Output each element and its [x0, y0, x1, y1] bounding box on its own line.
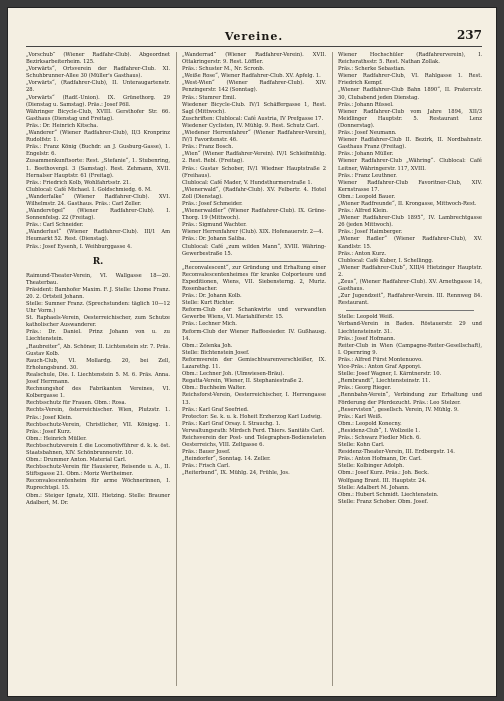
directory-entry: „Wandervögel“ (Wiener Radfahrer-Club). I. Sonnenfelsg. 22 (Freitag).: [26, 208, 170, 222]
directory-entry: St. Raphaels-Verein, Oesterreichischer, zum Schutze katholischer Auswanderer.: [26, 315, 170, 329]
directory-entry: „Wiener Radfreunde“, II. Krongasse, Mittwoch-Rest.: [338, 200, 477, 207]
directory-entry: „Wanderlust“ (Wiener Radfahrer-Club). III/1 Am Heumarkt 52. Rest. (Dienstag).: [26, 229, 170, 243]
directory-entry: Präs.: Friedrich Kolb, Wohlfahrtsstr. 21.: [26, 179, 131, 186]
directory-entry: Präs.: Franz Leuthner.: [338, 172, 397, 179]
column-right-top: [338, 52, 482, 307]
directory-entry: Präs.: Josef Eysenh, I. Weihburggasse 4.: [26, 243, 132, 250]
directory-entry: Residenz-Theater-Verein, III. Erdbergstr. 14.: [338, 449, 455, 456]
directory-entry: Obm.: Hubert Schmidt. Liechtenstein.: [338, 491, 439, 498]
page-title: Vereine.: [224, 30, 284, 43]
column-middle-top: [182, 52, 326, 258]
directory-entry: Rechts-Verein, österreichischer. Wien, Plutzstr. 1. Präs.: Josef Klein.: [26, 407, 170, 421]
directory-entry: „Wiener Radfahrer-Club Bahn 1890“, II. Pratercstr. 30, Clubabend jeden Dienstag.: [338, 87, 482, 101]
directory-entry: „Wiener Radler“ (Wiener Radfahrer-Club), XV. Kandlstr. 15.: [338, 236, 482, 250]
directory-entry: „Raubreiter“, Ab. Schöner, II. Lichtenstein str. 7. Präs. Gustav Kolb.: [26, 343, 170, 357]
directory-entry: Obm.: Lechner Joh. (Ulmwiesen-Bräu).: [182, 371, 285, 378]
directory-entry: Stelle: Kurt Richter.: [182, 300, 235, 307]
directory-entry: Stelle: Sumner Franz. (Sprechstunden: täglich 10—12 Uhr Vorm.): [26, 301, 170, 315]
directory-entry: Reconvalescentenheim für arme Wöchnerinnen, I. Ruprechtspl. 15.: [26, 478, 170, 492]
directory-entry: Präsident: Bamhofer Maxim. F. J. Stelle: Lhome Franz. 20. 2. Ortsteil Johann.: [26, 286, 170, 300]
directory-entry: Präs.: Dr. Johann Saliba.: [182, 236, 247, 243]
directory-entry: Obm.: Heinrich Müller.: [26, 435, 87, 442]
directory-entry: Clublocal: Café Mader, V. Hundsthurmerstraße 1.: [182, 179, 313, 186]
directory-entry: Obm.: Leopold Bauer.: [338, 193, 396, 200]
directory-entry: Wiener Radfahrer-Club Favoritner-Club, XIV. Kernstrasse 17.: [338, 179, 482, 193]
directory-entry: Obm.: Josef Kurz. Präs.: Joh. Beck.: [338, 470, 429, 477]
directory-entry: Präs.: Schwarz Fiedler Mich. 6.: [338, 434, 421, 441]
directory-entry: „Wienerwald“, (Radfahr-Club). XV. Felbertr. 4. Hotel Zoll (Dienstag).: [182, 186, 326, 200]
directory-entry: Präs.: Karl Weiß.: [338, 413, 383, 420]
directory-entry: Wiener Radfahrer-Club „Währing“. Clublocal: Café Leitner, Währingerstr. 117, XVIII.: [338, 158, 482, 172]
column-left-bottom: [26, 273, 170, 507]
directory-entry: Präs.: Anton Kurz.: [338, 250, 387, 257]
directory-entry: Clublocal: Café „zum wilden Mann“, XVIII. Währing-Gewerbestraße 15.: [182, 243, 326, 257]
directory-entry: Regatta-Verein, Wiener, II. Stephaniestraße 2.: [182, 378, 304, 385]
directory-entry: Präs.: Johann Rüssel.: [338, 101, 394, 108]
directory-entry: „Rembrandt“, Liechtensteinstr. 11.: [338, 378, 431, 385]
directory-entry: Reform-Club der Schankwirte und verwandten Gewerbe Wiens, VI. Mariahilferstr. 15.: [182, 307, 326, 321]
directory-entry: Rechtsschutz-Verein für Hausierer, Reisende u. A., II. Stiftsgasse 21. Obm.: Moriz Wertheimer.: [26, 464, 170, 478]
directory-entry: Obm.: Steiger Ignatz, XIII. Hietzing. Stelle: Brauner Adalbert, M. Dr.: [26, 492, 170, 506]
directory-entry: Präs.: Dr. Johann Kolb.: [182, 293, 242, 300]
directory-entry: Präs.: Franz Bosch.: [182, 144, 234, 151]
directory-entry: Vice-Präs.: Anton Graf Apponyi.: [338, 364, 422, 371]
directory-entry: Präs.: Scherke Sebastian.: [338, 66, 406, 73]
directory-entry: Stelle: Josef Wagner, I. Kärntnerstr. 10.: [338, 371, 442, 378]
document-page: [8, 8, 496, 696]
directory-entry: Rechtsschutz für Frauen. Obm.: Rosa.: [26, 400, 127, 407]
directory-entry: Präs.: Schuster M., Nr. Scronb.: [182, 66, 265, 73]
directory-entry: Präs.: Alfred Fürst Montenuovo.: [338, 356, 423, 363]
directory-entry: Präs.: Anton Hofmann, Dr. Carl.: [338, 456, 422, 463]
directory-entry: Präs.: Lechner Mich.: [182, 321, 237, 328]
directory-entry: „Vorwärts“ (Radf.-Union). IX. Grünethorg. 29 (Dienstag u. Samstag). Präs.: Josef Pöll.: [26, 94, 170, 108]
directory-entry: Präs.: Josef Neumann.: [338, 130, 397, 137]
directory-entry: „Weiße Rose“, Wiener Radfahrer-Club. XV. Apfelg. 1.: [182, 73, 321, 80]
directory-entry: Wiedener Bicycle-Club. IV/1 Schäffergasse 1, Rest. Sagl (Mittwoch).: [182, 101, 326, 115]
column-left-top: [26, 52, 170, 251]
directory-entry: Reichsverein der Post- und Telegraphen-Bediensteten Oesterreichs, VIII. Zeltgasse 6.: [182, 434, 326, 449]
directory-entry: Verband-Verein in Baden. Röstauerstr. 29 und Liechtensteinstr. 31.: [338, 321, 482, 335]
column-left: [26, 52, 170, 686]
directory-entry: Reiter-Club in Wien (Campagne-Reiter-Gesellschaft), I. Opernring 9.: [338, 342, 482, 356]
directory-entry: Wiener Radfahrer-Club II. Bezirk, II. Nordbahnstr. Gasthaus Franz (Freitag).: [338, 137, 482, 151]
directory-entry: Obm.: Drummer Anton. Material Carl.: [26, 457, 127, 464]
directory-entry: Stelle: Kolbinger Adolph.: [338, 463, 405, 470]
directory-entry: Wolfgang Brant. III. Hauptstr. 24.: [338, 477, 427, 484]
page-header: [26, 30, 482, 47]
directory-entry: „Wanderer“ (Wiener Radfahrer-Club), II/3 Kronprinz Rudolfstr. 1.: [26, 130, 170, 144]
directory-entry: Wiedener Cyclisten, IV. Mühlg. 9. Rest. Schutz Carl.: [182, 122, 320, 129]
directory-entry: „Reiterbund“, IX. Mühlg. 24, Frühle, Jos.: [182, 470, 290, 477]
directory-entry: Präs.: Johann Müller.: [338, 151, 394, 158]
directory-entry: Reichsforst-Verein, Oesterreichischer, I. Herrengasse 13.: [182, 392, 326, 406]
directory-entry: „Vorschub“ (Wiener Radfahr-Club). Abgeordnet Bezirksarbeiterheim. 125.: [26, 52, 170, 66]
directory-entry: Präs.: Stumrer Emil.: [182, 94, 237, 101]
directory-entry: Stelle: Bichtenstein Josef.: [182, 349, 250, 356]
directory-entry: Zusammenkunftsorte: Rest. „Stefanie“, 1. Stubenring, 1. Beethovenpl. 3 (Samstag). Rest. Zehmann, XVII. Hernalser Hauptstr. 61 (Freitag).: [26, 158, 170, 179]
directory-entry: Währinger Bicycle-Club, XVIII. Gersthofer Str. 66. Gasthaus (Dienstag und Freitag).: [26, 108, 170, 122]
directory-entry: Präs.: Josef Hofmann.: [338, 335, 396, 342]
directory-entry: Obm.: Leopold Konecny.: [338, 420, 402, 427]
directory-entry: Präs.: Alfred Klein.: [338, 208, 388, 215]
columns: [26, 52, 482, 686]
directory-entry: Realschule, Die. I. Liechtenstein 5. M. 6. Präs. Anna. Josef Herrmann.: [26, 371, 170, 386]
directory-entry: Präs.: Sigmund Wachter.: [182, 222, 247, 229]
directory-entry: „Reservisten“, gesellsch. Verein, IV. Mühlg. 9.: [338, 406, 459, 413]
directory-entry: Präs.: Georg Rieger.: [338, 385, 392, 392]
directory-entry: „Wiedener Herrenfahrer“ (Wiener Radfahrer-Verein), IV/1 Favoritenstr. 46.: [182, 130, 326, 144]
directory-entry: Präs.: Carl Schneider.: [26, 222, 84, 229]
directory-entry: Präs.: Dr. Daniel. Prinz Johann von u. zu Liechtenstein.: [26, 329, 170, 343]
directory-entry: Rechnungshof des Fabrikanten Vereines, VI. Kolbergasse 1.: [26, 386, 170, 400]
page-number: 237: [456, 28, 482, 42]
column-right: [332, 52, 482, 686]
directory-entry: „Zeus“, (Wiener Radfahrer-Club). XV. Arnethgasse 14, Gasthaus.: [338, 279, 482, 293]
directory-entry: „Zur Jugendzeit“, Radfahrer-Verein. III. Rennweg 84. Restaurant.: [338, 293, 482, 307]
column-middle-bottom: [182, 265, 326, 478]
directory-entry: Präs.: Frisch Carl.: [182, 463, 230, 470]
directory-entry: „Reindorfer“, Sonntag. 14. Zeller.: [182, 456, 271, 463]
directory-entry: „Wiener Radfahrer-Club 1895“, IV. Lambrechtgasse 26 (jeden Mittwoch).: [338, 215, 482, 229]
directory-entry: Reform-Club der Wiener Raffeesieder. IV. Gußhausg. 14.: [182, 328, 326, 342]
directory-entry: Präs.: Karl Graf Orsay. I. Strauchg. 1.: [182, 420, 281, 427]
directory-entry: „Wiener Radfahrer-Club“, XIII/4 Hietzinger Hauptstr. 2.: [338, 264, 482, 278]
directory-entry: Präs.: Josef Schmeider.: [182, 200, 243, 207]
directory-entry: Clublocal: Café Michael. I. Goldschmiedg. 6. M.: [26, 186, 152, 193]
section-letter-r: R.: [92, 256, 104, 267]
directory-entry: Stelle: Franz Schober. Obm. Josef.: [338, 498, 429, 505]
directory-entry: Rauch-Club, VI. Mollardg. 20, bei Zell, Erholungsbund. 30.: [26, 357, 170, 371]
directory-entry: „Wanderfalke“ (Wiener Radfahrer-Club). XVI. Wilhelmstr. 24. Gasthaus. Präs.: Carl Zeller.: [26, 193, 170, 207]
directory-entry: „Wanderrad“ (Wiener Radfahrer-Verein). XVII. Ottakringerstr. 9. Rest. Löffler.: [182, 52, 326, 66]
directory-entry: Präs.: Josef Haimberger.: [338, 229, 403, 236]
column-right-bottom: [338, 314, 482, 506]
directory-entry: „Rennbahn-Verein“, Verbindung zur Erhaltung und Förderung der Pferdezucht. Präs.: Leo Stelzer.: [338, 392, 482, 406]
directory-entry: Verwaltungsrath: Mirdsch Ferd. Thiers. Sanitäts Carl.: [182, 427, 325, 434]
directory-entry: Wiener Herrenfahrer (Club). XIX. Hofenauerstr. 2—4.: [182, 229, 324, 236]
directory-entry: „West-Wien“ (Wiener Radfahrer-Club). XIV. Penzingerstr. 142 (Sonntag).: [182, 80, 326, 94]
directory-entry: Obm.: Zelenka Joh.: [182, 342, 233, 349]
directory-entry: Präs.: Bauer Josef.: [182, 449, 231, 456]
directory-entry: Präs.: Gustav Schober, IV/1 Wiedner Hauptstraße 2 (Freihaus).: [182, 165, 326, 179]
directory-entry: „Residenz-Club“, I. Wollzeile 1.: [338, 427, 420, 434]
directory-entry: „Reconvalescent“, zur Gründung und Erhaltung einer Reconvalescentenheimes für kranke Colporteure und Expeditionen, Wiens, VII. Siebensterng. 2, Muriz. Rosenbacher.: [182, 264, 326, 292]
directory-entry: Wiener Radfahrer-Club vom Jahre 1894, XII/3 Meidlinger Hauptstr. 5. Restaurant Lenz (Donnerstag).: [338, 108, 482, 129]
directory-entry: „Vorwärts“, (Radfahrer-Club), II. Unteraugartenstr. 28.: [26, 80, 170, 94]
directory-entry: Präs.: Franz König (Buchdr. an J. Gusburg-Gasse), 1. Engelstr. 6.: [26, 144, 170, 158]
directory-entry: „Vorwärts“, Ortsverein der Radfahrer-Club. XI. Schuhbrunner-Allee 30 (Müller's Gasthaus).: [26, 66, 170, 80]
directory-entry: „Wien“ (Wiener Radfahrer-Verein). IV/1 Schleifmühlg. 2. Rest. Rebl. (Freitag).: [182, 151, 326, 165]
directory-entry: Clublocal: Café Kuber, I. Schellingg.: [338, 257, 434, 264]
directory-entry: Präs.: Karl Graf Seefried.: [182, 406, 249, 413]
directory-entry: Raimund-Theater-Verein, VI. Wallgasse 18—20. Theaterbau.: [26, 272, 170, 286]
directory-entry: Protector: Se. k. u. k. Hoheit Erzherzog Karl Ludwig.: [182, 413, 322, 420]
divider: [190, 261, 318, 262]
directory-entry: Obm.: Buchheim Walter.: [182, 385, 246, 392]
directory-entry: Stelle: Adalbert M. Johann.: [338, 484, 410, 491]
directory-entry: Reformverein der Gemischtwarenverschleißer, IX. Lazarethg. 11.: [182, 356, 326, 371]
directory-entry: Rechtsschutz-Verein, Christlicher, VII. Königsg. 1. Präs.: Josef Kurz.: [26, 421, 170, 435]
directory-entry: Zuschriften: Clublocal: Café Austria, IV Prefgasse 17.: [182, 115, 324, 122]
directory-entry: Stelle: Kohn Carl.: [338, 442, 385, 449]
directory-entry: Präs.: Dr. Heinrich Kitscha.: [26, 122, 99, 129]
directory-entry: Wiener Hochschüler (Radfahrerverein), I. Reichsrathsstr. 5. Rest. Nathan Zollak.: [338, 52, 482, 66]
directory-entry: Wiener Radfahrer-Club, VI. Rahlgasse 1. Rest. Friedrich Kempf.: [338, 73, 482, 87]
directory-entry: Rechtsschutzverein f. die Locomotivführer d. k. k. öst. Staatsbahnen, XIV. Schönbrunnerstr. 10.: [26, 442, 170, 456]
column-middle: [176, 52, 326, 686]
directory-entry: Stelle: Leopold Weiß.: [338, 314, 394, 321]
directory-entry: „Wienerwaldler“ (Wiener Radfahrer-Club). IX. Grüne-Thorg. 19 (Mittwoch).: [182, 208, 326, 222]
divider: [346, 310, 474, 311]
